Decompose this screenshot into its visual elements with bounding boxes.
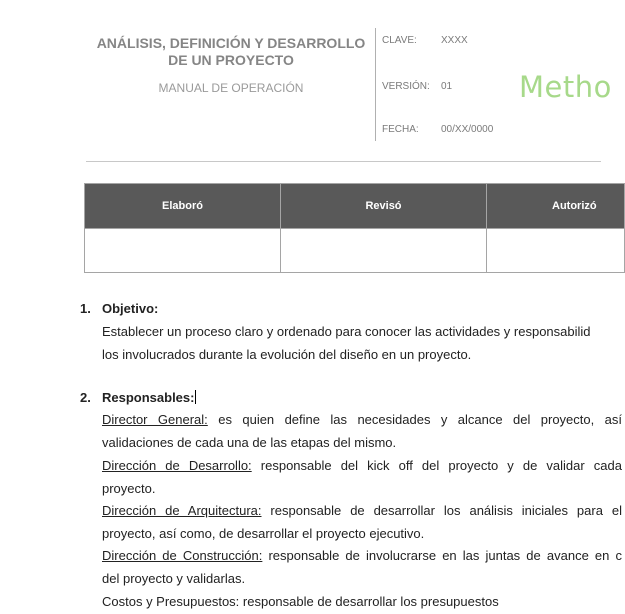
role-direccion-arquitectura: Dirección de Arquitectura: xyxy=(102,503,262,518)
approval-table xyxy=(84,183,625,273)
section-2-title-text: Responsables: xyxy=(102,390,195,405)
signature-cell-autorizo[interactable] xyxy=(487,229,625,273)
approval-table-header-row xyxy=(85,184,625,229)
role-director-general-text: es quien define las necesidades y alcance del proyecto, así xyxy=(207,412,622,427)
role-direccion-desarrollo-text: responsable del kick off del proyecto y de validar cada xyxy=(251,458,622,473)
text-cursor xyxy=(195,390,196,404)
meta-value-version: 01 xyxy=(441,81,453,92)
meta-value-fecha: 00/XX/0000 xyxy=(441,124,494,135)
header-separator xyxy=(86,161,601,162)
header-elaboro: Elaboró xyxy=(85,184,281,229)
responsable-arquitectura-line-1 xyxy=(102,500,622,522)
document-title xyxy=(86,35,376,69)
responsable-construccion-line-2: del proyecto y validarlas. xyxy=(102,571,246,586)
meta-label-fecha: FECHA: xyxy=(382,124,419,135)
header-autorizo: Autorizó xyxy=(487,184,625,229)
section-1-title: Objetivo: xyxy=(102,301,159,316)
document-title-line-2: DE UN PROYECTO xyxy=(168,52,294,68)
responsable-director-general-line-1 xyxy=(102,409,622,431)
approval-table-signature-row xyxy=(85,229,625,273)
role-direccion-construccion: Dirección de Construcción: xyxy=(102,548,263,563)
header-reviso: Revisó xyxy=(281,184,487,229)
signature-cell-reviso[interactable] xyxy=(281,229,487,273)
role-direccion-arquitectura-text: responsable de desarrollar los análisis iniciales para el xyxy=(261,503,622,518)
meta-label-version: VERSIÓN: xyxy=(382,81,430,92)
signature-cell-elaboro[interactable] xyxy=(85,229,281,273)
responsable-costos-line-cut: Costos y Presupuestos: responsable de desarrollar los presupuestos xyxy=(102,594,499,609)
role-direccion-desarrollo: Dirección de Desarrollo: xyxy=(102,458,252,473)
section-2-title xyxy=(102,387,196,410)
header-divider xyxy=(375,28,376,141)
responsable-arquitectura-line-2: proyecto, así como, de desarrollar el proyecto ejecutivo. xyxy=(102,526,425,541)
role-director-general: Director General: xyxy=(102,412,208,427)
objective-line-1: Establecer un proceso claro y ordenado para conocer las actividades y responsabilid xyxy=(102,324,591,339)
objective-line-2: los involucrados durante la evolución del diseño en un proyecto. xyxy=(102,347,472,362)
document-title-line-1: ANÁLISIS, DEFINICIÓN Y DESARROLLO xyxy=(96,35,366,51)
role-direccion-construccion-text: responsable de involucrarse en las juntas de avance en c xyxy=(262,548,622,563)
section-2-number: 2. xyxy=(80,390,91,405)
meta-value-clave: XXXX xyxy=(441,35,468,46)
responsable-construccion-line-1 xyxy=(102,545,622,567)
company-logo: Metho xyxy=(519,70,612,104)
meta-label-clave: CLAVE: xyxy=(382,35,417,46)
section-1-number: 1. xyxy=(80,301,91,316)
responsable-desarrollo-line-1 xyxy=(102,455,622,477)
responsable-desarrollo-line-2: proyecto. xyxy=(102,481,156,496)
document-subtitle: MANUAL DE OPERACIÓN xyxy=(158,81,304,95)
responsable-director-general-line-2: validaciones de cada una de las etapas del mismo. xyxy=(102,435,397,450)
